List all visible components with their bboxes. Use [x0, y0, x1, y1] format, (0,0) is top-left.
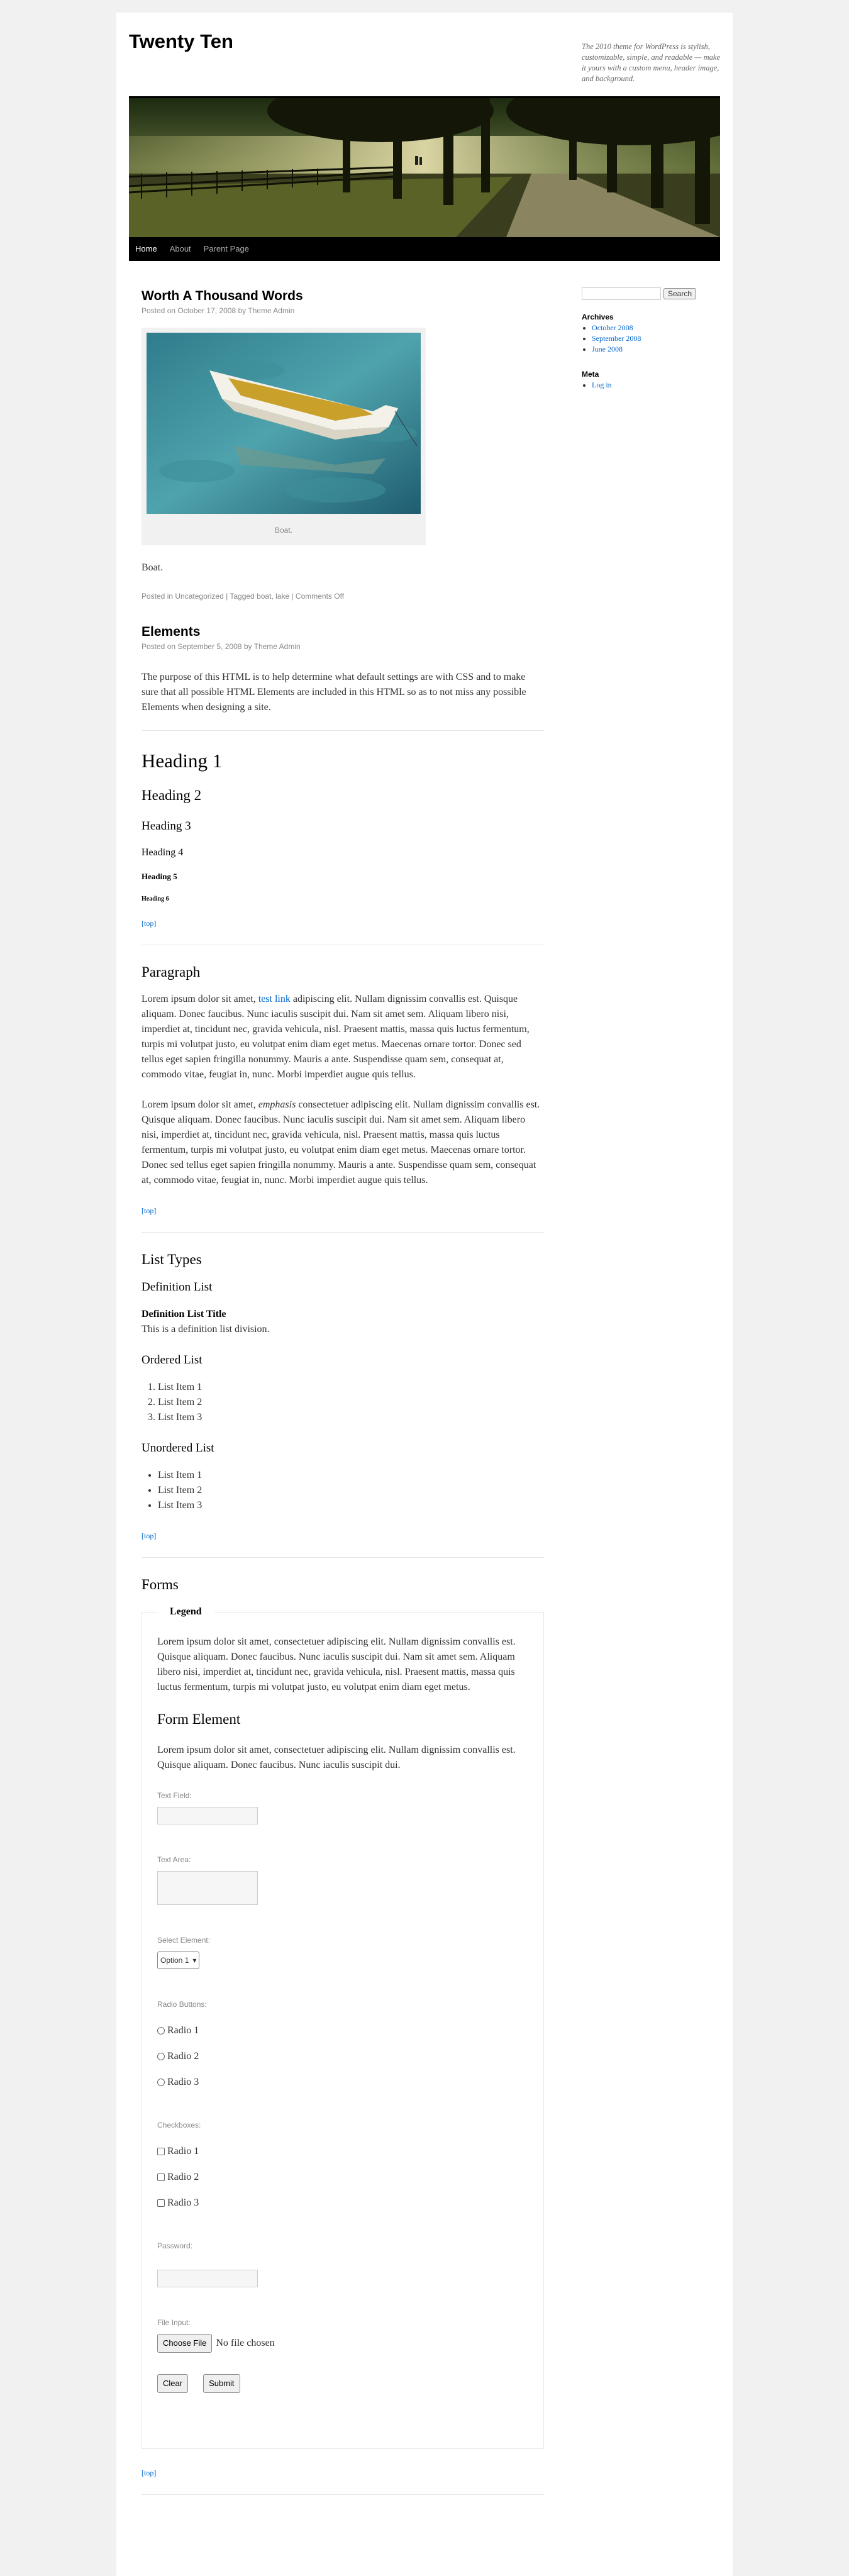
header-image [129, 96, 720, 237]
divider [142, 1232, 544, 1233]
heading-2: Heading 2 [142, 787, 202, 803]
top-link[interactable]: [top] [142, 1531, 157, 1540]
password-label: Password: [157, 2241, 193, 2250]
radio-button[interactable] [157, 2053, 165, 2060]
main-navigation [129, 237, 720, 261]
list-item: 1. List Item 1 [158, 1380, 544, 1395]
radio-button[interactable] [157, 2027, 165, 2035]
intro-paragraph: The purpose of this HTML is to help determine what default settings are with CSS and to make sure that all possible HTML Elements are included in this HTML so as to not miss any possible Elements when designing a site. [142, 672, 526, 713]
checkbox-option [157, 2196, 528, 2211]
utility-tagged: | Tagged [226, 592, 255, 601]
top-link[interactable]: [top] [142, 919, 157, 928]
tree-lined-path-image [129, 98, 720, 237]
divider [142, 2494, 544, 2495]
select-group [157, 1933, 528, 1969]
boat-image[interactable] [147, 333, 421, 514]
file-label: File Input: [157, 2318, 191, 2327]
archive-link[interactable]: June 2008 [592, 345, 623, 353]
form-element-text: Lorem ipsum dolor sit amet, consectetuer adipiscing elit. Nullam dignissim convallis est. Quisque aliquam. Donec faucibus. Nunc iaculis suscipit dui. [157, 1745, 516, 1770]
chevron-down-icon: ▾ [192, 1956, 197, 1965]
meta-by: by [243, 642, 252, 651]
submit-button[interactable]: Submit [203, 2374, 240, 2393]
checkbox-option-label: Radio 3 [167, 2197, 199, 2208]
post-worth-a-thousand-words [142, 287, 544, 602]
nav-parent-page[interactable]: Parent Page [203, 244, 249, 253]
radio-option-label: Radio 1 [167, 2025, 199, 2036]
paragraph-2: Lorem ipsum dolor sit amet, emphasis consectetuer adipiscing elit. Nullam dignissim convallis est. Quisque aliquam. Donec faucibus. Nunc iaculis suscipit dui. Nam sit amet sem. Aliquam libero nisi, imperdiet at, tincidunt nec, gravida vehicula, nisl. Praesent mattis, massa quis luctus fermentum, turpis mi volutpat justo, eu volutpat enim diam eget metus. Maecenas ornare tortor. Donec sed tellus eget sapien fringilla nonummy. Mauris a ante. Suspendisse quam sem, consequat at, commodo vitae, feugiat in, nunc. Morbi imperdiet augue quis tellus. [142, 1099, 540, 1185]
post-meta [142, 305, 544, 316]
form-legend: Legend [170, 1606, 202, 1617]
utility-posted-in: Posted in [142, 592, 174, 601]
radio-button[interactable] [157, 2079, 165, 2086]
divider [142, 730, 544, 731]
heading-6: Heading 6 [142, 896, 169, 902]
forms-title: Forms [142, 1577, 179, 1592]
password-group [157, 2238, 528, 2287]
list-item: • List Item 3 [158, 1498, 544, 1513]
ordered-list [142, 1380, 544, 1425]
top-link[interactable]: [top] [142, 2468, 157, 2477]
post-utility: Posted in Uncategorized | Tagged boat, lake | Comments Off [142, 592, 345, 601]
definition-list [142, 1307, 544, 1337]
select-label: Select Element: [157, 1936, 211, 1945]
heading-4: Heading 4 [142, 847, 184, 858]
search-button[interactable]: Search [663, 288, 696, 299]
archive-link[interactable]: October 2008 [592, 323, 633, 332]
choose-file-button[interactable]: Choose File [157, 2334, 212, 2353]
text-field-input[interactable] [157, 1807, 258, 1824]
checkbox-label: Checkboxes: [157, 2121, 201, 2129]
checkbox[interactable] [157, 2148, 165, 2155]
nav-about[interactable]: About [169, 244, 191, 253]
paragraph-section-title: Paragraph [142, 964, 201, 980]
meta-date-link[interactable]: September 5, 2008 [177, 642, 242, 651]
legend-text: Lorem ipsum dolor sit amet, consectetuer adipiscing elit. Nullam dignissim convallis est. Quisque aliquam. Donec faucibus. Nunc iaculis suscipit dui. Nam sit amet sem. Aliquam libero nisi, imperdiet at, tincidunt nec, gravida vehicula, nisl. Praesent mattis, massa quis luctus fermentum, turpis mi volutpat justo, eu volutpat enim diam eget metus. [157, 1636, 516, 1692]
heading-5: Heading 5 [142, 872, 177, 881]
meta-list [582, 380, 720, 391]
file-status: No file chosen [216, 2338, 275, 2348]
password-input[interactable] [157, 2270, 258, 2287]
unordered-list [142, 1468, 544, 1513]
divider [142, 1557, 544, 1558]
sidebar [582, 287, 720, 391]
archive-link[interactable]: September 2008 [592, 334, 641, 343]
search-widget [582, 287, 720, 300]
meta-author-link[interactable]: Theme Admin [248, 306, 295, 315]
meta-by: by [238, 306, 247, 315]
form-buttons [157, 2374, 528, 2393]
tag-boat-link[interactable]: boat [257, 592, 272, 601]
emphasis-text: emphasis [258, 1099, 296, 1110]
radio-option-label: Radio 2 [167, 2051, 199, 2062]
checkbox-option-label: Radio 1 [167, 2146, 199, 2157]
top-link[interactable]: [top] [142, 1206, 157, 1215]
list-item: 3. List Item 3 [158, 1410, 544, 1425]
unordered-list-title: Unordered List [142, 1441, 214, 1455]
form-fieldset [142, 1604, 544, 2449]
post-meta [142, 641, 544, 652]
nav-home[interactable]: Home [135, 244, 157, 253]
radio-option [157, 2049, 528, 2064]
category-link[interactable]: Uncategorized [175, 592, 224, 601]
content [142, 274, 544, 2512]
site-title[interactable]: Twenty Ten [129, 30, 233, 52]
image-caption: Boat. [274, 526, 293, 535]
list-item: 2. List Item 2 [158, 1395, 544, 1410]
list-item: • List Item 2 [158, 1483, 544, 1498]
login-link[interactable]: Log in [592, 380, 612, 389]
radio-group [157, 1997, 528, 2090]
text-field-label: Text Field: [157, 1791, 192, 1800]
utility-comments: | Comments Off [291, 592, 345, 601]
ordered-list-title: Ordered List [142, 1353, 203, 1367]
definition-list-title: Definition List [142, 1280, 213, 1294]
definition-description: This is a definition list division. [142, 1324, 270, 1335]
heading-3: Heading 3 [142, 819, 191, 833]
search-input[interactable] [582, 287, 661, 300]
checkbox[interactable] [157, 2174, 165, 2181]
checkbox[interactable] [157, 2199, 165, 2207]
file-input [157, 2334, 528, 2353]
text-area-label: Text Area: [157, 1855, 191, 1864]
select-value: Option 1 [160, 1956, 189, 1965]
checkbox-option-label: Radio 2 [167, 2172, 199, 2182]
text-field-group [157, 1788, 528, 1824]
archives-title: Archives [582, 313, 614, 321]
image-caption-box [142, 328, 426, 545]
file-group [157, 2315, 528, 2353]
list-item: • List Item 1 [158, 1468, 544, 1483]
select-dropdown[interactable] [157, 1951, 199, 1969]
clear-button[interactable]: Clear [157, 2374, 188, 2393]
definition-term: Definition List Title [142, 1309, 226, 1319]
site-description: The 2010 theme for WordPress is stylish, customizable, simple, and readable — make it yours with a custom menu, header image, and background. [582, 42, 720, 83]
text-area-input[interactable] [157, 1871, 258, 1905]
page-wrapper [116, 13, 733, 2576]
post-elements [142, 623, 544, 2495]
meta-title: Meta [582, 370, 599, 379]
list-types-title: List Types [142, 1252, 202, 1267]
form-element-title: Form Element [157, 1711, 241, 1727]
radio-option-label: Radio 3 [167, 2077, 199, 2087]
meta-posted-on: Posted on [142, 642, 176, 651]
test-link[interactable]: test link [258, 994, 291, 1004]
meta-author-link[interactable]: Theme Admin [253, 642, 301, 651]
meta-posted-on: Posted on [142, 306, 176, 315]
radio-label: Radio Buttons: [157, 2000, 207, 2009]
meta-date-link[interactable]: October 17, 2008 [177, 306, 236, 315]
text-area-group [157, 1852, 528, 1905]
radio-option [157, 2075, 528, 2090]
checkbox-option [157, 2144, 528, 2159]
checkbox-group [157, 2118, 528, 2211]
heading-1: Heading 1 [142, 750, 223, 772]
checkbox-option [157, 2170, 528, 2185]
post-title[interactable]: Elements [142, 625, 201, 639]
radio-option [157, 2023, 528, 2038]
paragraph-1: Lorem ipsum dolor sit amet, test link adipiscing elit. Nullam dignissim convallis est. Quisque aliquam. Donec faucibus. Nunc iaculis suscipit dui. Nam sit amet sem. Aliquam libero nisi, imperdiet at, tincidunt nec, gravida vehicula, nisl. Praesent mattis, massa quis luctus fermentum, turpis mi volutpat justo, eu volutpat enim diam eget metus. Maecenas ornare tortor. Donec sed tellus eget sapien fringilla nonummy. Mauris a ante. Suspendisse quam sem, consequat at, commodo vitae, feugiat in, nunc. Morbi imperdiet augue quis tellus. [142, 994, 530, 1080]
post-title[interactable]: Worth A Thousand Words [142, 289, 303, 303]
post-body: Boat. [142, 562, 164, 573]
archives-list [582, 323, 720, 355]
tag-lake-link[interactable]: lake [275, 592, 290, 601]
